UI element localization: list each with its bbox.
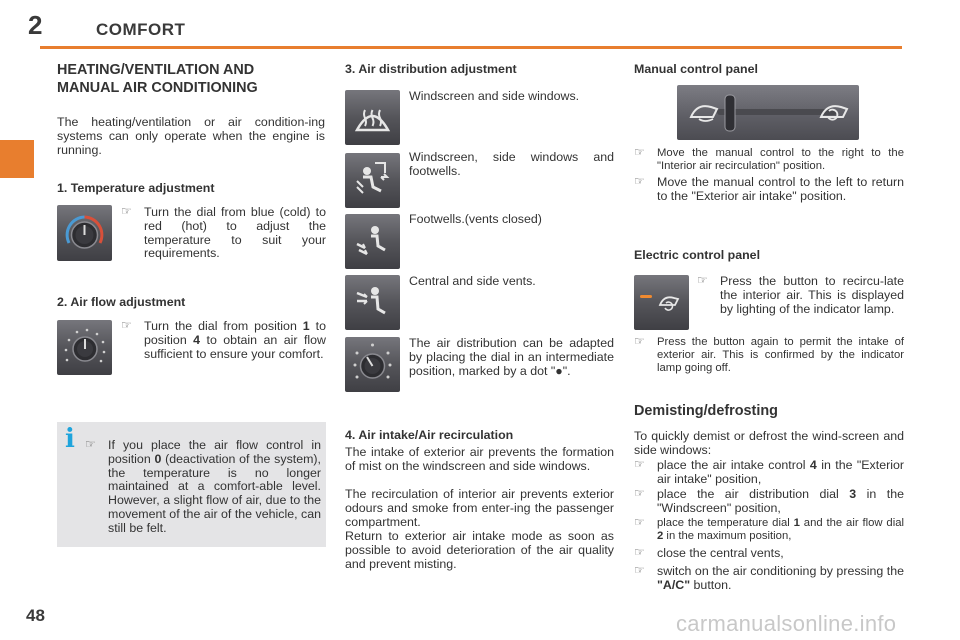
demisting-text-part: and the air flow dial	[799, 517, 904, 529]
pointing-hand-icon: ☞	[634, 545, 645, 559]
demisting-control-4: 4	[809, 458, 817, 472]
manual-control-panel-image	[677, 85, 859, 140]
info-position-0: 0	[154, 451, 162, 466]
pointing-hand-icon: ☞	[634, 145, 645, 159]
demisting-step-4	[634, 547, 904, 561]
dist-windscreen-foot-text: Windscreen, side windows and footwells.	[409, 150, 614, 178]
flow-instruction	[121, 320, 326, 361]
page-number: 48	[26, 606, 45, 625]
footwell-icon	[345, 214, 400, 269]
electric-instruction-1-text: Press the button to recircu-late the interior air. This is displayed by lighting of the indicator lamp.	[720, 274, 904, 316]
temp-instruction-text: Turn the dial from blue (cold) to red (hot) to adjust the temperature to suit your requirements.	[144, 205, 326, 261]
temp-heading: 1. Temperature adjustment	[57, 181, 215, 195]
chapter-title: COMFORT	[96, 20, 186, 39]
distribution-heading: 3. Air distribution adjustment	[345, 62, 517, 76]
intake-heading: 4. Air intake/Air recirculation	[345, 428, 514, 442]
flow-text-part: to obtain an air flow sufficient to ensure your comfort.	[144, 332, 326, 361]
demisting-step-2	[634, 488, 904, 516]
intake-paragraph-2: The recirculation of interior air prevents exterior odours and smoke from enter-ing the passenger compartment.	[345, 487, 614, 529]
section-title-line1: HEATING/VENTILATION AND	[57, 62, 255, 78]
pointing-hand-icon: ☞	[634, 486, 645, 500]
demisting-dial-3: 3	[849, 487, 857, 501]
header-rule	[40, 46, 902, 49]
demisting-step-1	[634, 459, 904, 487]
flow-text-part: Turn the dial from position	[144, 319, 303, 333]
demisting-text-part: in the "Windscreen" position,	[657, 487, 904, 515]
section-title	[57, 61, 258, 97]
intro-text: The heating/ventilation or air condition-ing systems can only operate when the engine is running.	[57, 115, 325, 157]
pointing-hand-icon: ☞	[121, 204, 132, 218]
pointing-hand-icon: ☞	[697, 273, 708, 287]
demisting-step-3	[634, 517, 904, 543]
flow-position-1: 1	[302, 319, 310, 333]
chapter-number: 2	[28, 10, 43, 40]
temp-instruction	[121, 206, 326, 261]
manual-instruction-2-text: Move the manual control to the left to return to the "Exterior air intake" position.	[657, 175, 904, 203]
dist-dial-text: The air distribution can be adapted by placing the dial in an intermediate position, marked by a dot "●".	[409, 336, 614, 378]
intake-paragraph-3: Return to exterior air intake mode as soon as possible to avoid deterioration of the air quality and prevent misting.	[345, 529, 614, 571]
pointing-hand-icon: ☞	[634, 334, 645, 348]
demisting-step-4-text: close the central vents,	[657, 546, 784, 560]
pointing-hand-icon: ☞	[121, 318, 132, 332]
watermark: carmanualsonline.info	[676, 611, 897, 636]
intake-paragraph-1: The intake of exterior air prevents the formation of mist on the windscreen and side windows.	[345, 445, 614, 473]
electric-instruction-1	[697, 275, 904, 316]
flow-text-part: to position	[144, 319, 326, 347]
info-text-part: If you place the air flow control in position	[108, 438, 321, 466]
demisting-dial-1: 1	[793, 517, 800, 529]
air-flow-dial-icon	[57, 320, 112, 375]
flow-position-4: 4	[193, 332, 201, 347]
demisting-text-part: place the temperature dial	[657, 517, 794, 529]
demisting-heading: Demisting/defrosting	[634, 403, 778, 419]
electric-instruction-2	[634, 336, 904, 376]
demisting-step-5	[634, 565, 904, 593]
pointing-hand-icon: ☞	[85, 437, 96, 451]
manual-panel-heading: Manual control panel	[634, 62, 758, 76]
electric-instruction-2-text: Press the button again to permit the intake of exterior air. This is confirmed by the indicator lamp going off.	[657, 336, 904, 375]
electric-panel-heading: Electric control panel	[634, 248, 761, 262]
distribution-dial-icon	[345, 337, 400, 392]
windscreen-demist-icon	[345, 90, 400, 145]
manual-instruction-1	[634, 147, 904, 173]
pointing-hand-icon: ☞	[634, 174, 645, 188]
windscreen-footwell-icon	[345, 153, 400, 208]
demisting-dial-2: 2	[657, 530, 664, 543]
pointing-hand-icon: ☞	[634, 563, 645, 577]
demisting-text-part: switch on the air conditioning by pressing the	[657, 564, 904, 578]
section-title-line2: MANUAL AIR CONDITIONING	[57, 80, 258, 96]
demisting-text-part: button.	[690, 577, 732, 592]
dist-central-text: Central and side vents.	[409, 274, 536, 288]
demisting-text-part: in the maximum position,	[663, 530, 792, 543]
info-note	[85, 439, 321, 536]
ac-button-label: "A/C"	[657, 577, 691, 592]
demisting-text-part: in the "Exterior air intake" position,	[657, 458, 904, 486]
flow-heading: 2. Air flow adjustment	[57, 295, 186, 309]
pointing-hand-icon: ☞	[634, 457, 645, 471]
dist-windscreen-text: Windscreen and side windows.	[409, 89, 580, 103]
pointing-hand-icon: ☞	[634, 515, 645, 529]
demisting-intro: To quickly demist or defrost the wind-screen and side windows:	[634, 429, 904, 457]
central-vents-icon	[345, 275, 400, 330]
manual-instruction-2	[634, 176, 904, 204]
chapter-side-tab	[0, 140, 34, 178]
dist-foot-text: Footwells.(vents closed)	[409, 212, 542, 226]
info-text-part: (deactivation of the system), the temperature is no longer maintained at a comfort-able level. However, a slight flow of air, due to the movement of the air of the vehicle, can still be felt.	[108, 451, 321, 535]
demisting-text-part: place the air intake control	[657, 458, 810, 472]
info-icon: i	[65, 424, 75, 454]
demisting-text-part: place the air distribution dial	[657, 487, 850, 501]
temperature-dial-icon	[57, 205, 112, 261]
manual-instruction-1-text: Move the manual control to the right to the "Interior air recirculation" position.	[657, 147, 904, 173]
recirculation-button-icon	[634, 275, 689, 330]
